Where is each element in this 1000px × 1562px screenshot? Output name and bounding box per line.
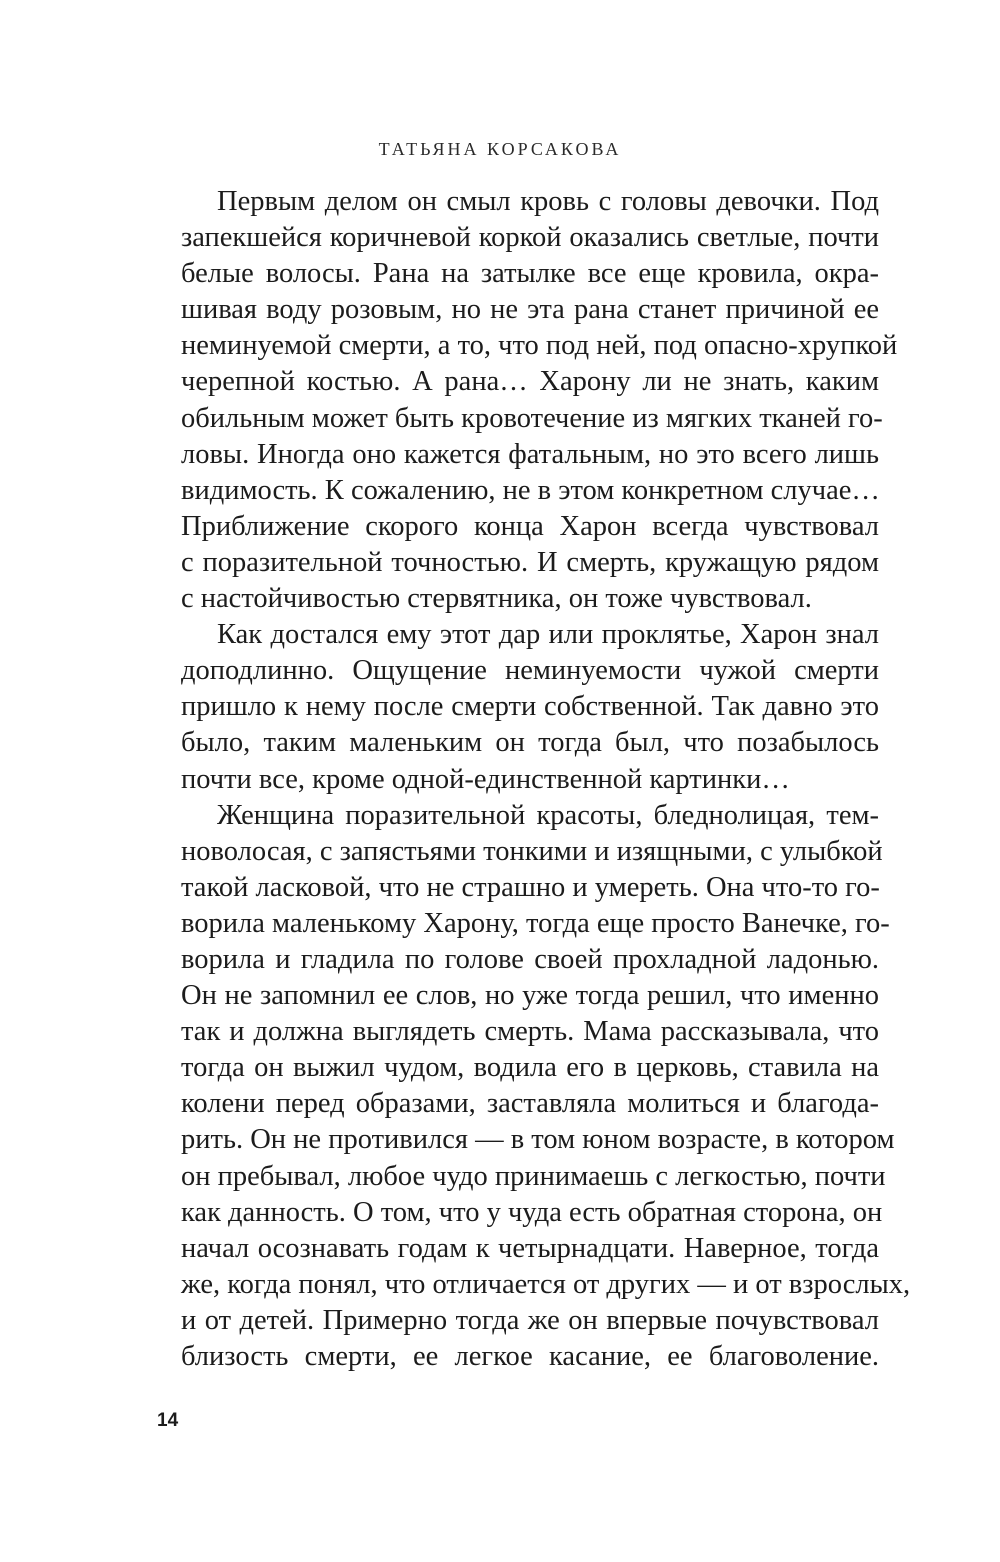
body-text [181,184,911,1375]
text-line: неминуемой смерти, а то, что под ней, под опасно-хрупкой [181,330,898,362]
text-line: было, таким маленьким он тогда был, что позабылось [181,727,879,759]
text-line: Первым делом он смыл кровь с головы девочки. Под [217,186,879,217]
running-head: ТАТЬЯНА КОРСАКОВА [378,139,622,159]
paragraph [181,798,911,1376]
text-line: ворила и гладила по голове своей прохладной ладонью. [181,943,879,975]
text-line: такой ласковой, что не страшно и умереть. Она что-то го- [181,871,880,903]
text-line: Женщина поразительной красоты, бледнолицая, тем- [217,799,879,831]
text-line: Как достался ему этот дар или проклятье, Харон знал [217,619,879,651]
text-line: ловы. Иногда оно кажется фатальным, но это всего лишь [181,438,879,470]
text-line: рить. Он не противился — в том юном возрасте, в котором [181,1124,895,1156]
text-line: он пребывал, любое чудо принимаешь с легкостью, почти [181,1160,886,1192]
text-line: доподлинно. Ощущение неминуемости чужой смерти [181,655,879,687]
text-line: новолосая, с запястьями тонкими и изящными, с улыбкой [181,835,883,867]
text-line: и от детей. Примерно тогда же он впервые почувствовал [181,1304,879,1336]
text-line: почти все, кроме одной-единственной картинки… [181,763,790,795]
text-line: так и должна выглядеть смерть. Мама рассказывала, что [181,1016,879,1048]
text-line: с поразительной точностью. И смерть, кружащую рядом [181,546,879,578]
text-line: ворила маленькому Харону, тогда еще просто Ванечке, го- [181,907,890,939]
text-line: как данность. О том, что у чуда есть обратная сторона, он [181,1196,883,1228]
text-line: близость смерти, ее легкое касание, ее благоволение. [181,1341,879,1372]
text-line: запекшейся коричневой коркой оказались светлые, почти [181,222,879,254]
text-line: белые волосы. Рана на затылке все еще кровила, окра- [181,258,879,290]
paragraph [181,184,898,617]
text-line: с настойчивостью стервятника, он тоже чувствовал. [181,583,812,615]
text-line: Он не запомнил ее слов, но уже тогда решил, что именно [181,980,879,1012]
text-line: начал осознавать годам к четырнадцати. Наверное, тогда [181,1232,879,1264]
text-line: Приближение скорого конца Харон всегда чувствовал [181,510,879,542]
text-line: же, когда понял, что отличается от других — и от взрослых, [181,1268,911,1300]
text-line: пришло к нему после смерти собственной. Так давно это [181,691,879,723]
text-line: черепной костью. А рана… Харону ли не знать, каким [181,366,879,398]
text-line: колени перед образами, заставляла молиться и благода- [181,1088,879,1120]
page-number: 14 [157,1410,179,1431]
paragraph [181,617,879,797]
text-line: видимость. К сожалению, не в этом конкретном случае… [181,474,880,506]
text-line: шивая воду розовым, но не эта рана станет причиной ее [181,294,879,326]
text-line: обильным может быть кровотечение из мягких тканей го- [181,402,883,434]
text-line: тогда он выжил чудом, водила его в церковь, ставила на [181,1052,879,1084]
